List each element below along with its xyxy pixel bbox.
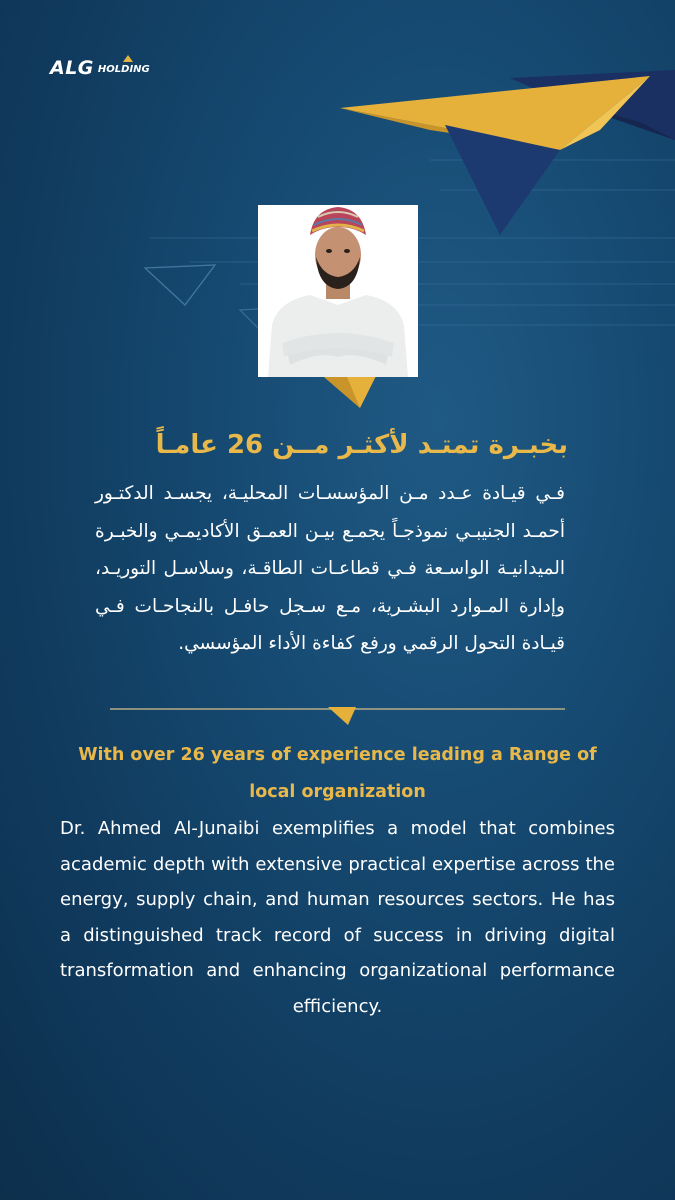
section-divider <box>110 703 565 727</box>
arabic-paragraph: فـي قيـادة عـدد مـن المؤسسـات المحليـة، يجسـد الدكتـور أحمـد الجنيبـي نموذجـاً يجمـع بيـن العمـق الأكاديمـي والخبـرة الميدانيـة الواسـعة فـي قطاعـات الطاقـة، وسلاسـل التوريـد، وإدارة المـوارد البشـرية، مـع سـجل حافـل بالنجاحـات فـي قيـادة التحول الرقمي ورفع كفاءة الأداء المؤسسي. <box>95 483 565 654</box>
portrait-photo <box>258 205 418 377</box>
english-heading: With over 26 years of experience leading a Range of local organization <box>78 745 597 802</box>
alg-holding-logo <box>50 58 150 78</box>
logo-holding-text: HOLDING <box>97 64 150 75</box>
english-paragraph: Dr. Ahmed Al-Junaibi exemplifies a model that combines academic depth with extensive practical expertise across the energy, supply chain, and human resources sectors. He has a distinguished track record of success in driving digital transformation and enhancing organizational performance efficiency. <box>60 818 615 1017</box>
divider-arrow-icon <box>328 707 356 725</box>
logo-accent-icon <box>123 55 133 62</box>
person-portrait-icon <box>258 205 418 377</box>
arabic-heading: بخبـرة تمتـد لأكثـر مــن 26 عامـاً <box>155 430 568 460</box>
logo-mark: ALG <box>50 57 94 79</box>
